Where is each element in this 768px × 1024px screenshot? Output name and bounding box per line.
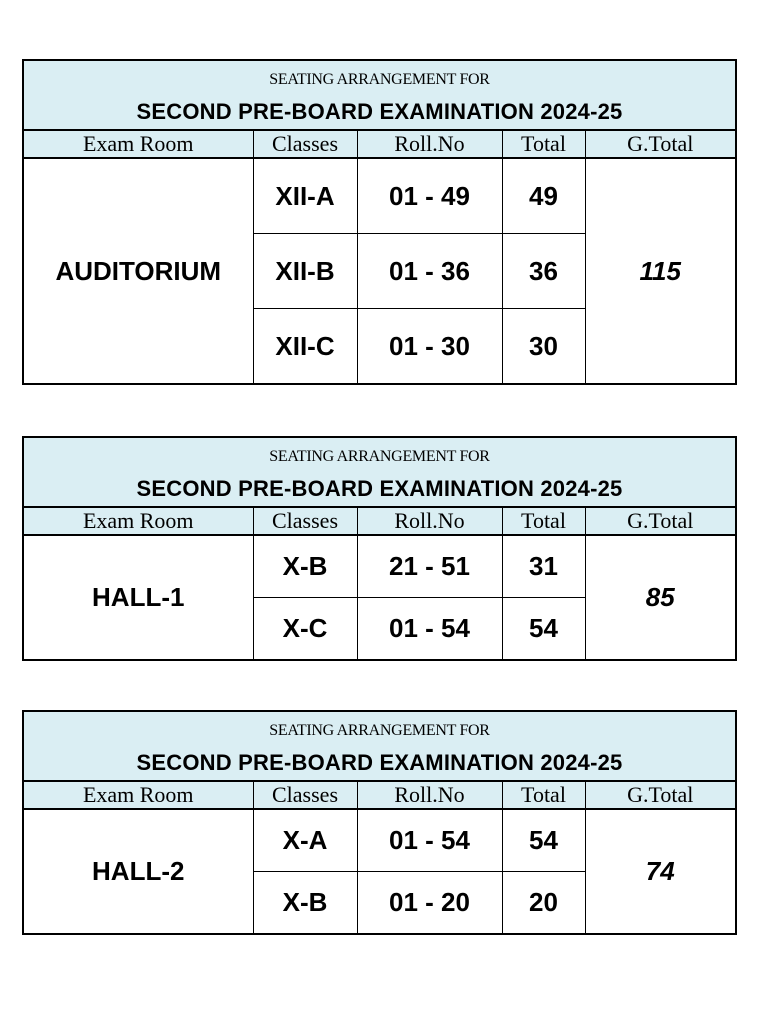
column-header-row	[23, 781, 736, 809]
total-cell: 36	[502, 234, 585, 309]
column-header-roll-no: Roll.No	[357, 130, 502, 158]
class-cell: XII-A	[253, 158, 357, 234]
heading-subtitle: SEATING ARRANGEMENT FOR	[269, 721, 490, 739]
grand-total-cell: 74	[585, 809, 736, 934]
exam-room-name: AUDITORIUM	[23, 158, 253, 384]
total-cell: 20	[502, 872, 585, 935]
column-header-grand-total: G.Total	[585, 130, 736, 158]
class-cell: X-B	[253, 535, 357, 598]
class-cell: X-C	[253, 598, 357, 661]
column-header-total: Total	[502, 507, 585, 535]
total-cell: 54	[502, 809, 585, 872]
table-row	[23, 535, 736, 598]
total-cell: 31	[502, 535, 585, 598]
exam-room-name: HALL-2	[23, 809, 253, 934]
roll-range-cell: 01 - 36	[357, 234, 502, 309]
column-header-classes: Classes	[253, 507, 357, 535]
roll-range-cell: 01 - 49	[357, 158, 502, 234]
roll-range-cell: 01 - 20	[357, 872, 502, 935]
total-cell: 30	[502, 309, 585, 385]
table-heading	[23, 60, 736, 130]
heading-subtitle: SEATING ARRANGEMENT FOR	[269, 447, 490, 465]
column-header-classes: Classes	[253, 781, 357, 809]
heading-subtitle: SEATING ARRANGEMENT FOR	[269, 70, 490, 88]
roll-range-cell: 01 - 30	[357, 309, 502, 385]
column-header-total: Total	[502, 130, 585, 158]
column-header-exam-room: Exam Room	[23, 130, 253, 158]
seating-table-hall-2	[22, 710, 737, 935]
seating-table-auditorium	[22, 59, 737, 385]
grand-total-cell: 115	[585, 158, 736, 384]
class-cell: XII-B	[253, 234, 357, 309]
class-cell: X-A	[253, 809, 357, 872]
table-heading	[23, 437, 736, 507]
table-row	[23, 158, 736, 234]
column-header-exam-room: Exam Room	[23, 781, 253, 809]
class-cell: X-B	[253, 872, 357, 935]
table-row	[23, 809, 736, 872]
class-cell: XII-C	[253, 309, 357, 385]
column-header-roll-no: Roll.No	[357, 507, 502, 535]
roll-range-cell: 01 - 54	[357, 809, 502, 872]
roll-range-cell: 21 - 51	[357, 535, 502, 598]
heading-title: SECOND PRE-BOARD EXAMINATION 2024-25	[136, 749, 623, 775]
roll-range-cell: 01 - 54	[357, 598, 502, 661]
grand-total-cell: 85	[585, 535, 736, 660]
heading-title: SECOND PRE-BOARD EXAMINATION 2024-25	[136, 98, 623, 124]
table-heading	[23, 711, 736, 781]
exam-room-name: HALL-1	[23, 535, 253, 660]
column-header-grand-total: G.Total	[585, 781, 736, 809]
column-header-exam-room: Exam Room	[23, 507, 253, 535]
heading-title: SECOND PRE-BOARD EXAMINATION 2024-25	[136, 475, 623, 501]
column-header-roll-no: Roll.No	[357, 781, 502, 809]
seating-table-hall-1	[22, 436, 737, 661]
column-header-classes: Classes	[253, 130, 357, 158]
column-header-row	[23, 130, 736, 158]
column-header-row	[23, 507, 736, 535]
total-cell: 49	[502, 158, 585, 234]
column-header-total: Total	[502, 781, 585, 809]
total-cell: 54	[502, 598, 585, 661]
column-header-grand-total: G.Total	[585, 507, 736, 535]
